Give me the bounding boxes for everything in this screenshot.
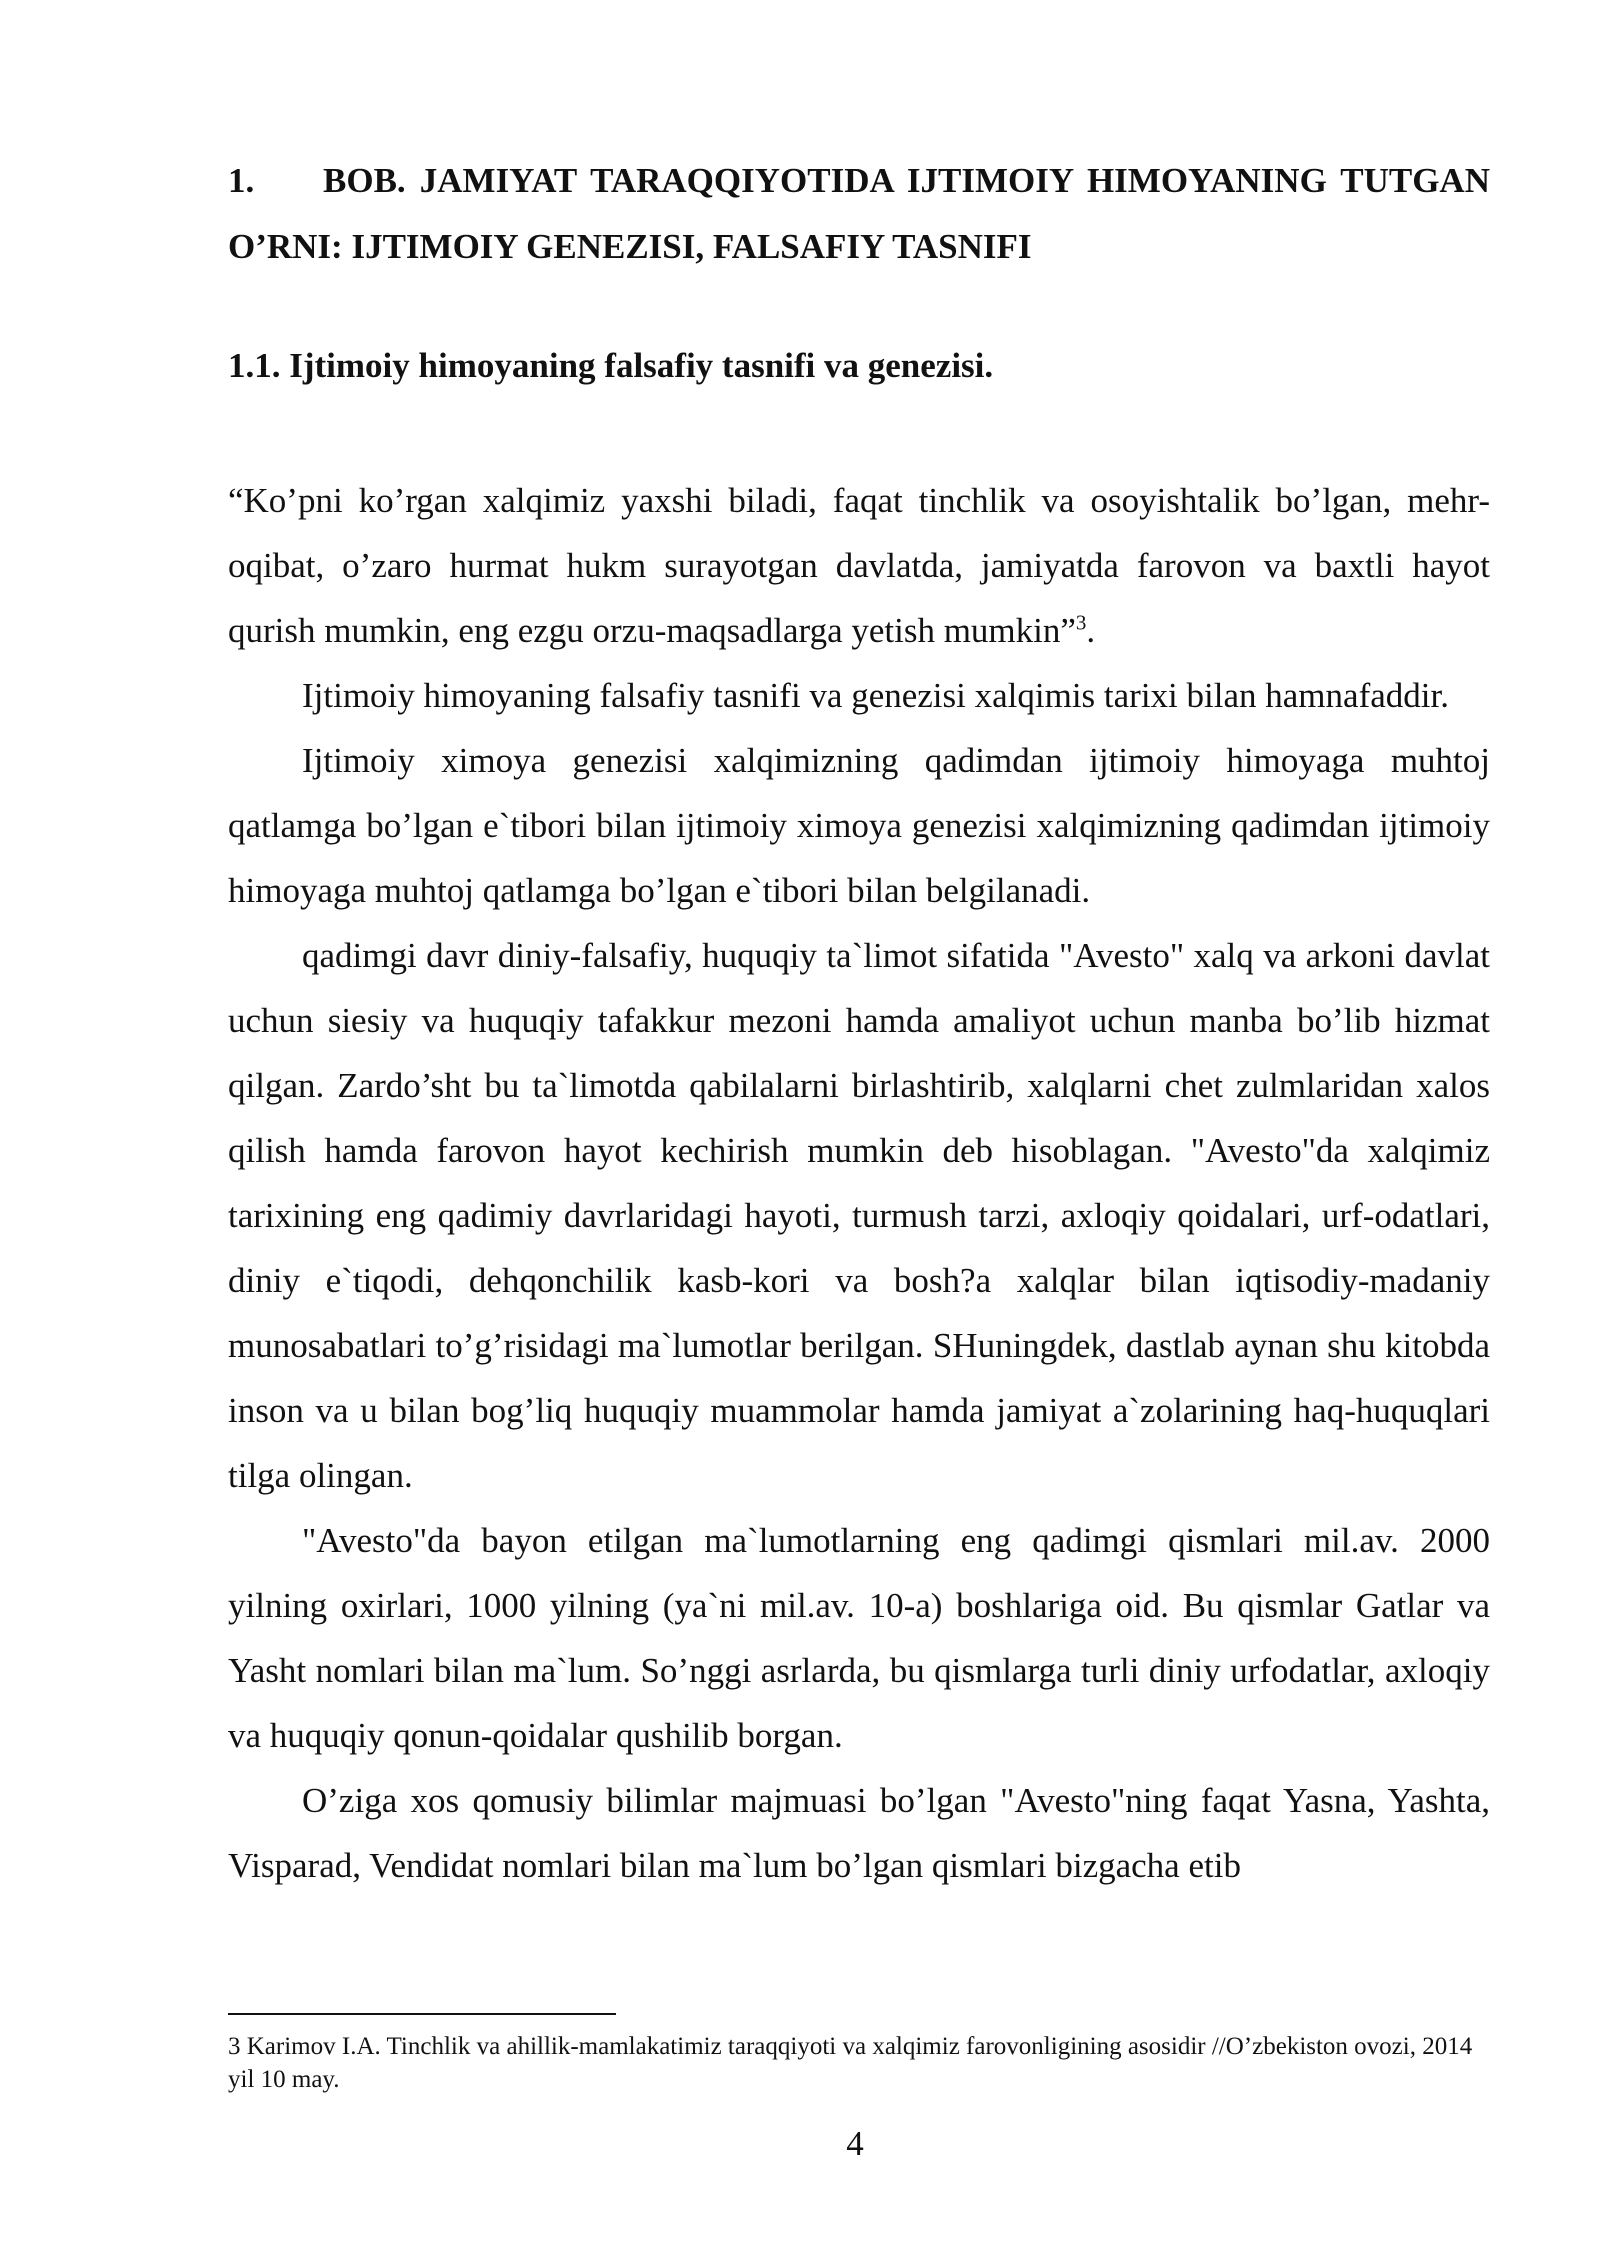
- section-heading: 1.1. Ijtimoiy himoyaning falsafiy tasnifi va genezisi.: [228, 346, 994, 385]
- quote-end: .: [1086, 611, 1096, 650]
- chapter-number: 1.: [228, 161, 255, 200]
- paragraph-3: qadimgi davr diniy-falsafiy, huquqiy ta`limot sifatida "Avesto" xalq va arkoni davlat uchun siesiy va huquqiy tafakkur mezoni hamda amaliyot uchun manba bo’lib hizmat qilgan. Zardo’sht bu ta`limotda qabilalarni birlashtirib, xalqlarni chet zulmlaridan xalos qilish hamda farovon hayot kechirish mumkin deb hisoblagan. "Avesto"da xalqimiz tarixining eng qadimiy davrlaridagi hayoti, turmush tarzi, axloqiy qoidalari, urf-odatlari, diniy e`tiqodi, dehqonchilik kasb-kori va bosh?a xalqlar bilan iqtisodiy-madaniy munosabatlari to’g’risidagi ma`lumotlar berilgan. SHuningdek, dastlab aynan shu kitobda inson va u bilan bog’liq huquqiy muammolar hamda jamiyat a`zolarining haq-huquqlari tilga olingan.: [228, 936, 1490, 1495]
- paragraph-4: "Avesto"da bayon etilgan ma`lumotlarning eng qadimgi qismlari mil.av. 2000 yilning oxirlari, 1000 yilning (ya`ni mil.av. 10-a) boshlariga oid. Bu qismlar Gatlar va Yasht nomlari bilan ma`lum. So’nggi asrlarda, bu qismlarga turli diniy urfodatlar, axloqiy va huquqiy qonun-qoidalar qushilib borgan.: [228, 1521, 1490, 1755]
- paragraph-2: Ijtimoiy ximoya genezisi xalqimizning qadimdan ijtimoiy himoyaga muhtoj qatlamga bo’lgan e`tibori bilan ijtimoiy ximoya genezisi xalqimizning qadimdan ijtimoiy himoyaga muhtoj qatlamga bo’lgan e`tibori bilan belgilanadi.: [228, 741, 1490, 910]
- paragraph-1: Ijtimoiy himoyaning falsafiy tasnifi va genezisi xalqimis tarixi bilan hamnafaddir.: [302, 676, 1449, 715]
- quote-paragraph: [228, 468, 1490, 663]
- quote-text: “Ko’pni ko’rgan xalqimiz yaxshi biladi, faqat tinchlik va osoyishtalik bo’lgan, mehr-oqibat, o’zaro hurmat hukm surayotgan davlatda, jamiyatda farovon va baxtli hayot qurish mumkin, eng ezgu orzu-maqsadlarga yetish mumkin”: [228, 481, 1490, 650]
- body-text: [228, 468, 1490, 1898]
- page-number: 4: [846, 2124, 864, 2163]
- paragraph-5: O’ziga xos qomusiy bilimlar majmuasi bo’lgan "Avesto"ning faqat Yasna, Yashta, Visparad, Vendidat nomlari bilan ma`lum bo’lgan qismlari bizgacha etib: [228, 1781, 1490, 1885]
- footnote-reference: 3: [1075, 610, 1087, 635]
- footnote: 3 Karimov I.A. Tinchlik va ahillik-mamlakatimiz taraqqiyoti va xalqimiz farovonligining asosidir //O’zbekiston ovozi, 2014 yil 10 may.: [228, 2033, 1473, 2093]
- chapter-title: BOB. JAMIYAT TARAQQIYOTIDA IJTIMOIY HIMOYANING TUTGAN O’RNI: IJTIMOIY GENEZISI, FALSAFIY TASNIFI: [228, 161, 1490, 266]
- chapter-heading: [228, 148, 1490, 280]
- footnote-divider: [228, 2013, 616, 2015]
